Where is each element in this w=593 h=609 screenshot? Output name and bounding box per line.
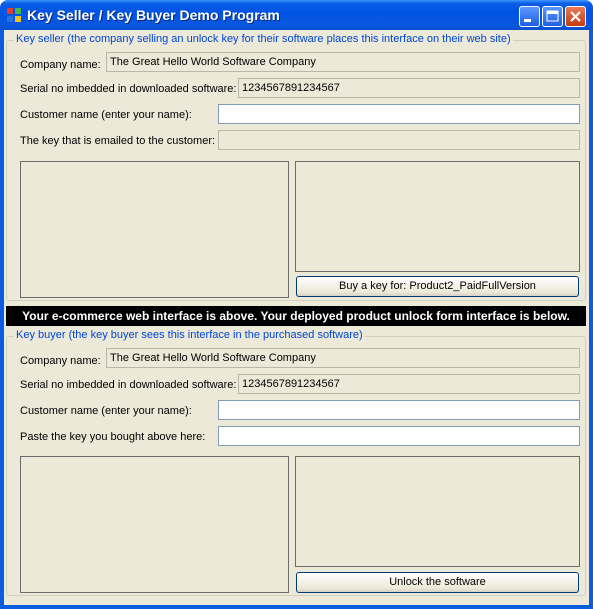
unlock-software-button[interactable]: Unlock the software <box>296 572 579 593</box>
title-bar[interactable] <box>0 0 593 30</box>
buyer-company-field[interactable]: The Great Hello World Software Company <box>106 348 580 368</box>
buyer-legend: Key buyer (the key buyer sees this interface in the purchased software) <box>16 329 363 341</box>
window-title: Key Seller / Key Buyer Demo Program <box>27 7 280 23</box>
buyer-paste-key-input[interactable] <box>218 426 580 446</box>
form-client-area <box>4 30 589 605</box>
buyer-customer-input[interactable] <box>218 400 580 420</box>
minimize-button[interactable] <box>519 6 540 27</box>
seller-groupbox <box>6 33 586 301</box>
close-icon <box>566 7 585 26</box>
seller-customer-label: Customer name (enter your name): <box>20 109 192 121</box>
seller-company-label: Company name: <box>20 59 101 71</box>
minimize-icon <box>520 7 539 26</box>
seller-customer-input[interactable] <box>218 104 580 124</box>
maximize-button[interactable] <box>542 6 563 27</box>
app-icon <box>7 8 21 22</box>
buyer-groupbox <box>6 329 586 596</box>
seller-right-panel <box>295 161 580 272</box>
buyer-paste-key-label: Paste the key you bought above here: <box>20 431 206 443</box>
seller-serial-label: Serial no imbedded in downloaded software: <box>20 83 237 95</box>
seller-left-panel <box>20 161 289 298</box>
seller-key-field[interactable] <box>218 130 580 150</box>
buyer-customer-label: Customer name (enter your name): <box>20 405 192 417</box>
seller-legend: Key seller (the company selling an unlock key for their software places this interface on their web site) <box>16 33 511 45</box>
maximize-icon <box>543 7 562 26</box>
seller-key-label: The key that is emailed to the customer: <box>20 135 216 147</box>
buyer-serial-label: Serial no imbedded in downloaded software: <box>20 379 237 391</box>
close-button[interactable] <box>565 6 586 27</box>
divider-banner: Your e-commerce web interface is above. Your deployed product unlock form interface is below. <box>6 306 586 326</box>
buyer-right-panel <box>295 456 580 567</box>
seller-company-field[interactable]: The Great Hello World Software Company <box>106 52 580 72</box>
buyer-left-panel <box>20 456 289 593</box>
buy-key-button[interactable]: Buy a key for: Product2_PaidFullVersion <box>296 276 579 297</box>
seller-serial-field[interactable]: 1234567891234567 <box>238 78 580 98</box>
buyer-serial-field[interactable]: 1234567891234567 <box>238 374 580 394</box>
buyer-company-label: Company name: <box>20 355 101 367</box>
